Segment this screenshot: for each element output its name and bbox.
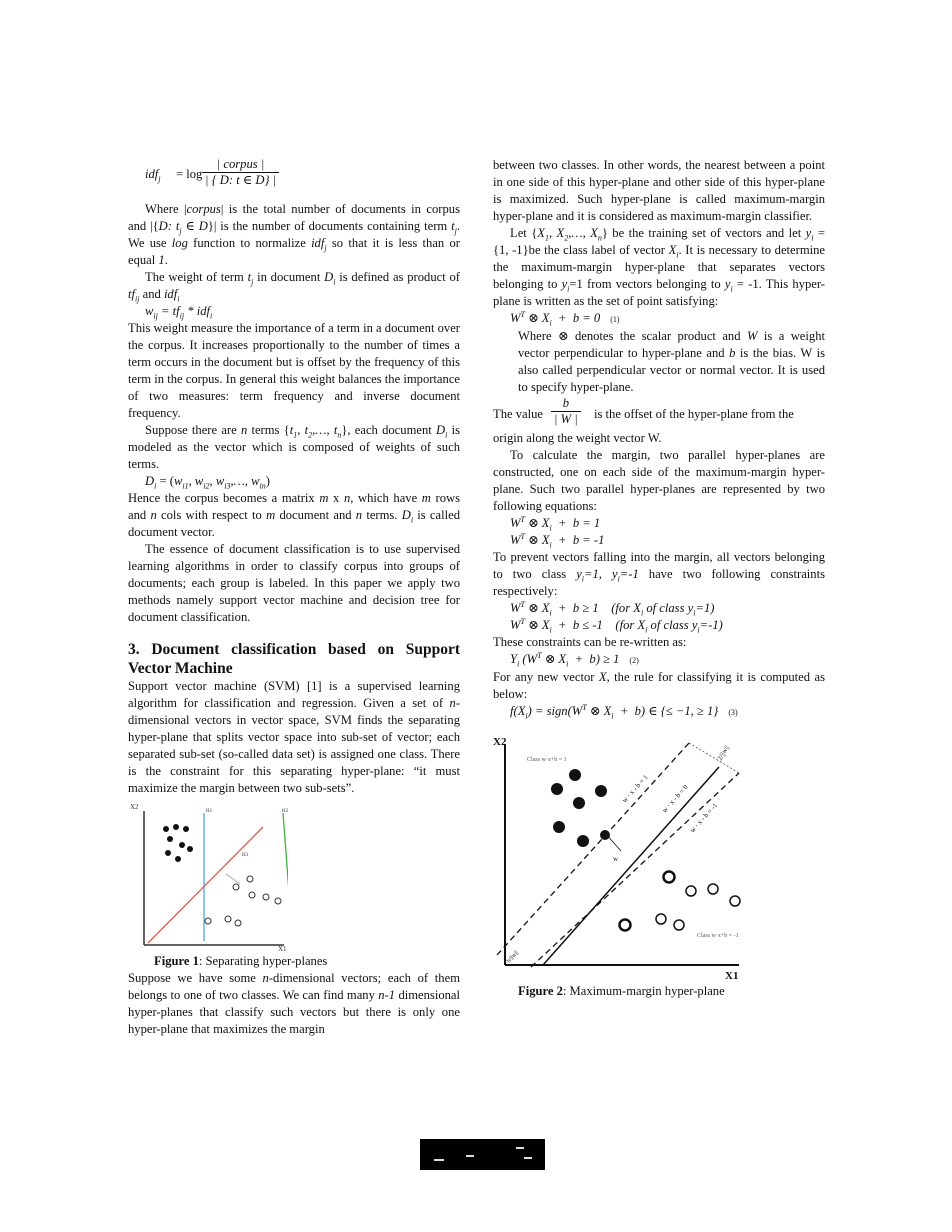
figure-1: [128, 801, 288, 951]
equation-4-number: (2): [629, 656, 639, 665]
equation-3a: $W^T$ ⊗ $X_i + b \ge 1$ (for $X_i$ of class $y_i=1$): [510, 599, 715, 618]
paragraph: origin along the weight vector W.: [493, 431, 662, 445]
paragraph: Suppose we have some n-dimensional vectors; each of them belongs to one of two classes. We can find many n-1 dimensional hyper-planes that classify such vectors but there is only one hyper-plane that maximizes the margin: [128, 971, 461, 1036]
figure-1-caption-text: : Separating hyper-planes: [198, 954, 328, 968]
equation-2a: $W^T$ ⊗ $X_i + b = 1$: [510, 514, 601, 533]
figure-2-label: Figure 2: [518, 984, 563, 998]
figure-1-caption: [128, 953, 460, 970]
paragraph: between two classes. In other words, the nearest between a point in one side of this hyper-plane and other side of this hyper-plane is maximized. Such hyper-plane is called maximum-margin hyper-plane and it is considered as maximum-margin classifier.: [493, 158, 825, 223]
fig2-offset-label: b/||w||: [506, 950, 520, 965]
section-heading: 3. Document classification based on Support Vector Machine: [128, 641, 460, 677]
idf-equation: idf$_j$ = log | corpus | | { D: t ∈ D} |: [128, 157, 460, 193]
equation-3b: $W^T$ ⊗ $X_i + b \le -1$ (for $X_i$ of class $y_i=-1$): [510, 616, 723, 635]
figure-2: [493, 733, 753, 983]
paragraph: These constraints can be re-written as:: [493, 635, 687, 649]
offset-numerator: b: [551, 396, 581, 412]
paragraph: Hence the corpus becomes a matrix m x n, which have m rows and n cols with respect to m document and n terms. $D_i$ is called document vector.: [128, 491, 460, 539]
offset-line: [493, 396, 825, 430]
fig1-h2: H2: [282, 809, 288, 814]
fig2-line-b: w · x - b = 0: [660, 783, 690, 815]
paragraph: This weight measure the importance of a term in a document over the corpus. It increases proportionally to the number of times a term occurs in the document but is offset by the frequency of this term in the corpus. In general this weight balances the importance of two measures: term frequency and inverse document frequency.: [128, 321, 460, 420]
paragraph: Let {$X_1$, $X_2,\dots$, $X_n$} be the training set of vectors and let $y_i = \{1$, -1}be the class label of vector $X_i$. It is necessary to determine the maximum-margin hyper-plane that separates vectors belonging to $y_i=1$ from vectors belonging to $y_i = -1$. This hyper-plane is written as the set of point satisfying:: [493, 226, 826, 308]
figure-2-caption-text: : Maximum-margin hyper-plane: [562, 984, 725, 998]
figure-2-plot: [493, 733, 753, 983]
right-column: [493, 157, 825, 1000]
document-vector-equation: $D_i = (w_{i1}$, $w_{i2}$, $w_{i3},\dots$, $w_{in}$): [145, 474, 270, 491]
paragraph: For any new vector X, the rule for classifying it is computed as below:: [493, 670, 825, 701]
paragraph: Where ⊗ denotes the scalar product and W is a weight vector perpendicular to hyper-plane and b is the bias. W is also called perpendicular vector or normal vector. It is used to specify hyper-plane.: [518, 329, 825, 394]
offset-text-post: is the offset of the hyper-plane from the: [594, 407, 794, 421]
paragraph: To calculate the margin, two parallel hyper-planes are constructed, one on each side of the maximum-margin hyper-plane. Such two parallel hyper-planes are represented by two following equations:: [493, 448, 825, 513]
offset-denominator: | W |: [554, 412, 578, 426]
idf-denominator: | { D: t ∈ D} |: [205, 173, 277, 187]
fig2-line-c: w · x - b = -1: [688, 801, 720, 835]
offset-text-pre: The value: [493, 407, 543, 421]
equation-1: $W^T$ ⊗ $X_i + b = 0$ (1): [510, 309, 620, 328]
weight-equation: $w_{ij} = tf_{ij} * idf_i$: [145, 304, 213, 321]
fig2-margin-label: 2/||w||: [715, 744, 731, 762]
fig2-black-points: [551, 769, 610, 847]
left-column: [128, 157, 460, 1038]
figure-1-plot: [128, 801, 288, 951]
fig1-white-points: [205, 876, 281, 926]
paragraph: Suppose there are n terms {$t_1$, $t_2,\dots$, $t_n$}, each document $D_i$ is modeled as the vector which is composed of weights of such terms.: [128, 423, 460, 471]
paragraph: The weight of term $t_j$ in document $D_i$ is defined as product of $tf_{ij}$ and idf$_i$: [128, 270, 460, 304]
fig2-class-pos: Class w·x+b = 1: [527, 757, 567, 763]
paragraph: To prevent vectors falling into the margin, all vectors belonging to two class $y_i=1$, $y_i=-1$ have two following constraints respectively:: [493, 550, 826, 598]
dark-footer-image: [420, 1139, 545, 1170]
figure-2-caption: [493, 983, 825, 1000]
fig1-axis-x2: X2: [130, 803, 139, 811]
fig2-axis-x1: X1: [725, 970, 739, 982]
equation-5-number: (3): [728, 708, 738, 717]
equation-5: $f(X_i)$ = $sign(W^T$ ⊗ $X_i + b$) ∈ {≤ −1, ≥ 1} (3): [510, 702, 738, 721]
fig1-axis-x1: X1: [278, 945, 287, 951]
figure-1-label: Figure 1: [154, 954, 199, 968]
fig1-h3: H3: [242, 853, 249, 858]
fig2-w-label: w: [613, 855, 619, 863]
equation-4: $Y_i$ ($W^T$ ⊗ $X_i + b) \ge 1$ (2): [510, 650, 639, 669]
fig1-black-points: [163, 824, 193, 862]
equation-1-number: (1): [610, 315, 620, 324]
fig2-line-a: w · x - b = 1: [620, 773, 650, 805]
idf-numerator: | corpus |: [202, 157, 279, 173]
fig2-white-points: [620, 872, 741, 931]
fig2-axis-x2: X2: [493, 736, 507, 748]
paragraph: Support vector machine (SVM) [1] is a supervised learning algorithm for classification and regression. Given a set of n-dimensional vectors in vector space, SVM finds the separating hyper-plane that splits vector space into sub-set of vector; each separated sub-set (so-called data set) is assigned one class. There is the constraint for this separating hyper-plane: “it must maximize the margin between two sub-sets”.: [128, 679, 460, 795]
paragraph: Where |corpus| is the total number of documents in corpus and |{D: $t_j$ ∈ D}| is the number of documents containing term $t_j$. We use log function to normalize idf$_j$ so that it is less than or equal 1.: [128, 202, 460, 267]
paragraph: The essence of document classification is to use supervised learning algorithms in order to classify corpus into groups of documents; each group is labeled. In this paper we apply two methods namely support vector machine and decision tree for document classification.: [128, 542, 460, 624]
equation-2b: $W^T$ ⊗ $X_i + b = -1$: [510, 531, 605, 550]
fig1-h1: H1: [206, 809, 213, 814]
fig2-class-neg: Class w·x+b = -1: [697, 933, 739, 939]
